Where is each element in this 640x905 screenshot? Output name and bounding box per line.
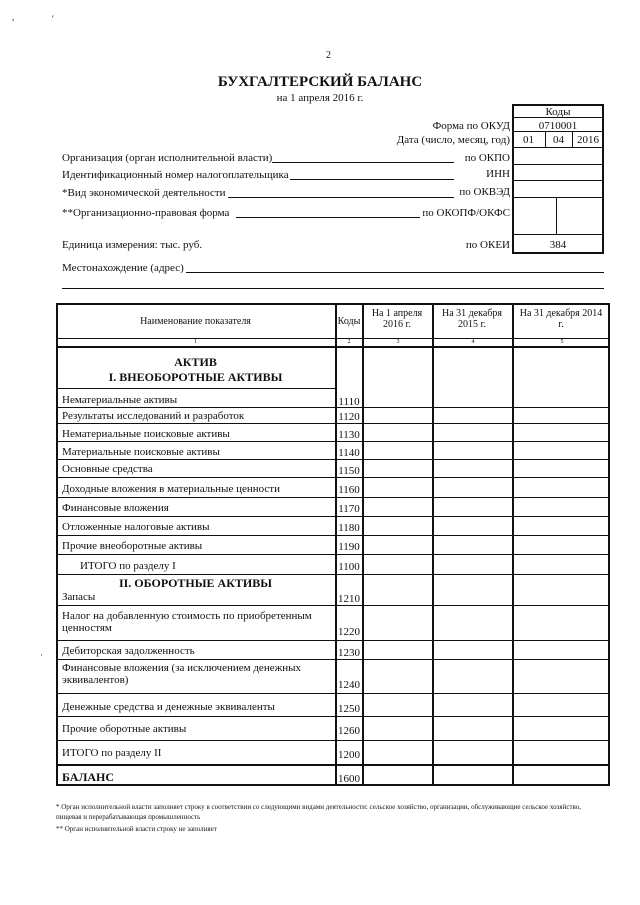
section2-title: II. ОБОРОТНЫЕ АКТИВЫ — [118, 576, 273, 590]
legal-form-label: **Организационно-правовая форма — [62, 207, 230, 219]
okud-value: 0710001 — [538, 120, 578, 132]
date-month: 04 — [553, 134, 564, 146]
location-field-line2[interactable] — [62, 288, 604, 289]
inn-label: ИНН — [486, 168, 510, 180]
page-subtitle: на 1 апреля 2016 г. — [276, 92, 364, 104]
okopf-label: по ОКОПФ/ОКФС — [422, 207, 510, 219]
balance-code: 1600 — [338, 773, 360, 785]
activity-field[interactable] — [228, 197, 454, 198]
row-name: Денежные средства и денежные эквиваленты — [62, 701, 275, 713]
num-1: 1 — [194, 339, 197, 345]
okpo-label: по ОКПО — [464, 152, 510, 164]
row-code: 1130 — [338, 429, 360, 441]
header-col3: На 31 декабря 2014 г. — [519, 308, 603, 330]
date-day: 01 — [523, 134, 534, 146]
okei-label: по ОКЕИ — [465, 239, 510, 251]
header-code: Коды — [337, 316, 361, 327]
row-name: Результаты исследований и разработок — [62, 410, 245, 422]
okud-label: Форма по ОКУД — [432, 120, 510, 132]
row-code: 1110 — [338, 396, 360, 408]
unit-label: Единица измерения: тыс. руб. — [62, 239, 203, 251]
total2-code: 1200 — [338, 749, 360, 761]
row-name: Доходные вложения в материальные ценности — [62, 483, 280, 495]
row-code: 1230 — [338, 647, 360, 659]
total1-name: ИТОГО по разделу I — [80, 560, 176, 572]
total1-code: 1100 — [338, 561, 360, 573]
page-number: 2 — [326, 50, 331, 61]
row-name: Основные средства — [62, 463, 153, 475]
scan-mark: , — [12, 12, 15, 22]
row-name: Дебиторская задолженность — [62, 645, 195, 657]
footnote-2: ** Орган исполнительной власти строку не заполняет — [56, 825, 217, 833]
legal-form-field[interactable] — [236, 217, 420, 218]
row-name: Прочие оборотные активы — [62, 723, 187, 735]
num-4: 4 — [471, 339, 475, 345]
row-code: 1140 — [338, 447, 360, 459]
activity-label: *Вид экономической деятельности — [62, 187, 226, 199]
row-code: 1250 — [338, 703, 360, 715]
date-label: Дата (число, месяц, год) — [396, 134, 510, 146]
header-name: Наименование показателя — [140, 316, 251, 327]
row-name: Финансовые вложения — [62, 502, 169, 514]
taxid-label: Идентификационный номер налогоплательщика — [62, 169, 289, 181]
row-name: Прочие внеоборотные активы — [62, 540, 203, 552]
footnote-1: * Орган исполнительной власти заполняет строку в соответствии со следующими видами деятельности: сельское хозяйство, организации, обслуживающие сельское хозяйство, пищевая и перерабатывающая промышленность — [56, 803, 582, 821]
row-code: 1160 — [338, 484, 360, 496]
row-name: Нематериальные активы — [62, 394, 178, 406]
row-code: 1120 — [338, 411, 360, 423]
row-name: Налог на добавленную стоимость по приобретенным ценностям — [62, 610, 312, 634]
balance-name: БАЛАНС — [62, 770, 115, 784]
row-code: 1170 — [338, 503, 360, 515]
num-5: 5 — [560, 339, 564, 345]
codes-header: Коды — [545, 106, 571, 118]
total2-name: ИТОГО по разделу II — [62, 747, 162, 759]
section1-title: I. ВНЕОБОРОТНЫЕ АКТИВЫ — [108, 370, 283, 384]
num-2: 2 — [347, 339, 351, 345]
row-name: Запасы — [62, 591, 96, 603]
date-year: 2016 — [577, 134, 599, 146]
org-label: Организация (орган исполнительной власти) — [62, 152, 273, 164]
header-col2: На 31 декабря 2015 г. — [441, 308, 503, 330]
row-name: Материальные поисковые активы — [62, 446, 220, 458]
num-3: 3 — [396, 339, 400, 345]
location-field[interactable] — [186, 272, 604, 273]
row-code: 1190 — [338, 541, 360, 553]
org-field[interactable] — [272, 162, 454, 163]
scan-mark: ' — [52, 14, 54, 24]
row-name: Финансовые вложения (за исключением денежных эквивалентов) — [62, 662, 301, 686]
row-code: 1150 — [338, 465, 360, 477]
header-col1: На 1 апреля 2016 г. — [371, 308, 423, 330]
section-asset-title: АКТИВ — [174, 355, 217, 369]
taxid-field[interactable] — [290, 179, 454, 180]
row-code: 1210 — [338, 593, 360, 605]
row-code: 1260 — [338, 725, 360, 737]
row-code: 1180 — [338, 522, 360, 534]
row-name: Нематериальные поисковые активы — [62, 428, 230, 440]
okei-value: 384 — [549, 239, 567, 251]
okved-label: по ОКВЭД — [459, 186, 510, 198]
scan-mark: · — [40, 650, 43, 660]
row-name: Отложенные налоговые активы — [62, 521, 210, 533]
page-title: БУХГАЛТЕРСКИЙ БАЛАНС — [217, 74, 423, 90]
row-code: 1220 — [338, 626, 360, 638]
row-code: 1240 — [338, 679, 360, 691]
location-label: Местонахождение (адрес) — [62, 262, 184, 274]
